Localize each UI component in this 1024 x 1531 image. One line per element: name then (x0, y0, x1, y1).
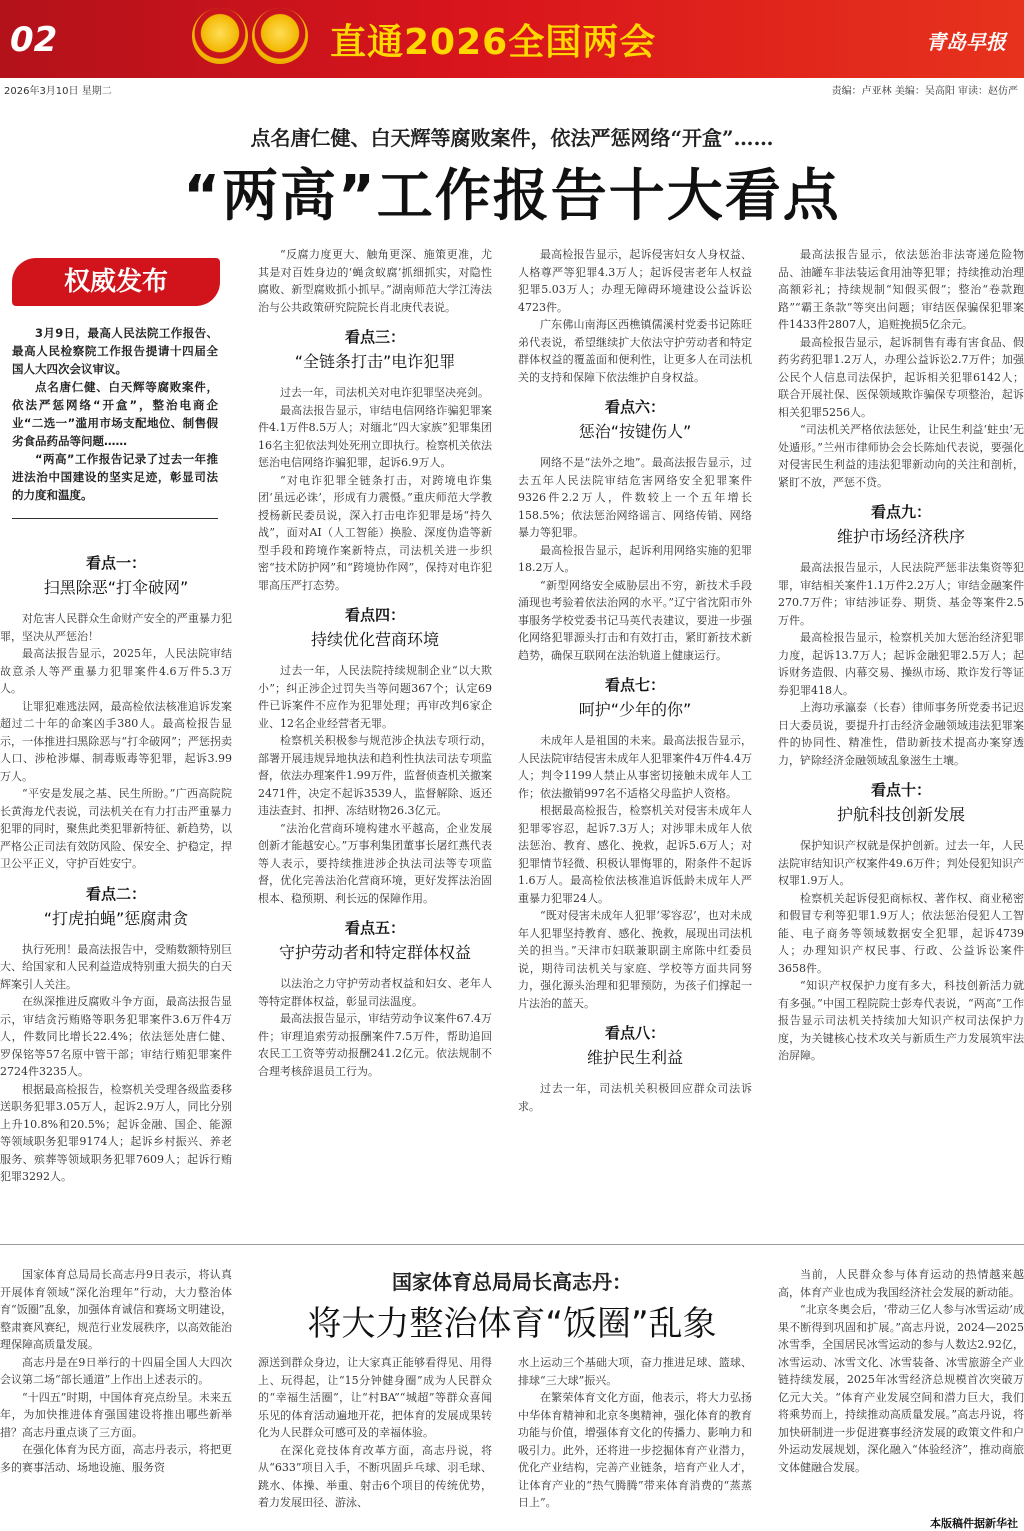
article-column-2 (258, 246, 492, 1080)
body-paragraph: 最高检报告显示，检察机关加大惩治经济犯罪力度，起诉13.7万人；起诉金融犯罪2.5万人；起诉财务造假、内幕交易、操纵市场、欺诈发行等证券犯罪418人。 (778, 631, 1024, 697)
article-subtitle: 点名唐仁健、白天辉等腐败案件，依法严惩网络“开盒”…… (250, 126, 774, 150)
article-column-4 (778, 246, 1024, 1065)
body-paragraph: 最高检报告显示，起诉侵害妇女人身权益、人格尊严等犯罪4.3万人；起诉侵害老年人权益犯罪5.03万人；办理无障碍环境建设公益诉讼4723件。 (518, 248, 752, 314)
body-paragraph: 让罪犯难逃法网，最高检依法核准追诉发案超过二十年的命案凶手380人。最高检报告显示，一体推进扫黑除恶与“打伞破网”；严惩拐卖人口、涉枪涉爆、制毒贩毒等犯罪，起诉3.99万人。 (0, 699, 232, 783)
national-emblem-icon (192, 8, 248, 64)
issue-date: 2026年3月10日 星期二 (4, 86, 112, 97)
body-paragraph: “既对侵害未成年人犯罪‘零容忍’，也对未成年人犯罪坚持教育、感化、挽救，展现出司法机关的担当。”天津市妇联兼职副主席陈中红委员说，期待司法机关与家庭、学校等方面共同努力，强化源头治理和犯罪预防，为孩子们撑起一片法治的蓝天。 (518, 909, 752, 1010)
body-paragraph: 当前，人民群众参与体育运动的热情越来越高，体育产业也成为我国经济社会发展的新动能。 (778, 1268, 1024, 1299)
second-article-title: 将大力整治体育“饭圈”乱象 (307, 1304, 717, 1344)
article-column-3 (518, 246, 752, 1115)
body-paragraph: “司法机关严格依法惩处，让民生利益‘蛀虫’无处遁形。”兰州市律师协会会长陈灿代表说，要强化对侵害民生利益的违法犯罪新动向的关注和剖析，紧盯不放，严惩不贷。 (778, 423, 1024, 489)
point-heading (258, 917, 492, 963)
divider (12, 518, 218, 519)
newspaper-logo: 青岛早报 (926, 30, 1006, 54)
body-paragraph: 上海功承瀛泰（长春）律师事务所党委书记迟日大委员说，要提升打击经济金融领域违法犯罪案件的协同性、精准性，借助新技术提高办案穿透力，铲除经济金融领域乱象滋生土壤。 (778, 701, 1024, 767)
body-paragraph: “十四五”时期，中国体育亮点纷呈。未来五年，为加快推进体育强国建设将推出哪些新举措？高志丹重点谈了三方面。 (0, 1390, 232, 1439)
intro-paragraph: “两高”工作报告记录了过去一年推进法治中国建设的坚实足迹，彰显司法的力度和温度。 (12, 452, 218, 502)
body-paragraph: 最高法报告显示，审结劳动争议案件67.4万件；审理追索劳动报酬案件7.5万件，帮助追回农民工工资等劳动报酬241.2亿元。依法规制不合理考核辞退员工行为。 (258, 1012, 492, 1078)
point-title: 扫黑除恶“打伞破网” (43, 578, 189, 597)
page-number: 02 (10, 20, 58, 60)
point-title: 维护民生利益 (586, 1048, 683, 1067)
body-paragraph: 过去一年，司法机关对电诈犯罪坚决亮剑。 (280, 386, 489, 399)
article-title: “两高”工作报告十大看点 (183, 164, 841, 229)
point-title: 护航科技创新发展 (836, 805, 965, 824)
point-number: 看点八： (604, 1024, 665, 1042)
source-credit: 本版稿件据新华社 (930, 1517, 1018, 1530)
section-tag: 权威发布 (12, 258, 220, 306)
body-paragraph: 最高法报告显示，审结电信网络诈骗犯罪案件4.1万件8.5万人；对缅北“四大家族”犯罪集团16名主犯依法判处死刑立即执行。检察机关依法惩治电信网络诈骗犯罪，起诉6.9万人。 (258, 403, 492, 469)
second-article-subtitle: 国家体育总局局长高志丹： (392, 1270, 632, 1294)
point-number: 看点三： (344, 328, 405, 346)
second-article-column-4 (778, 1266, 1024, 1476)
banner-title: 直通2026全国两会 (330, 22, 657, 63)
body-paragraph: 在深化竞技体育改革方面，高志丹说，将从“633”项目入手，不断巩固乒乓球、羽毛球、跳水、体操、举重、射击6个项目的传统优势，着力发展田径、游泳、 (258, 1443, 492, 1509)
point-title: 呵护“少年的你” (578, 700, 692, 719)
cppcc-emblem-icon (252, 8, 308, 64)
point-title: 持续优化营商环境 (310, 630, 439, 649)
second-article-column-2 (258, 1354, 492, 1512)
point-heading (778, 501, 1024, 547)
body-paragraph: 水上运动三个基础大项，奋力推进足球、篮球、排球“三大球”振兴。 (518, 1356, 752, 1387)
point-heading (258, 326, 492, 372)
body-paragraph: 过去一年，人民法院持续规制企业“以大欺小”；纠正涉企过罚失当等问题367个；认定69件已诉案件不应作为犯罪处理；再审改判6家企业、12名企业经营者无罪。 (258, 664, 492, 730)
body-paragraph: 最高法报告显示，依法惩治非法寄递危险物品、油罐车非法装运食用油等犯罪；持续推动治理高额彩礼；持续规制“知假买假”；整治“卷款跑路”“霸王条款”等突出问题；审结医保骗保犯罪案件1433件2807人，追赃挽损5亿余元。 (778, 248, 1024, 331)
body-paragraph: 检察机关积极参与规范涉企执法专项行动，部署开展违规异地执法和趋利性执法司法专项监督，依法办理案件1.99万件，监督侦查机关撤案2471件，决定不起诉3539人，监督解除、返还违法查封、扣押、冻结财物26.3亿元。 (258, 734, 492, 817)
point-heading (258, 604, 492, 650)
point-heading (0, 883, 232, 929)
body-paragraph: 在纵深推进反腐败斗争方面，最高法报告显示，审结贪污贿赂等职务犯罪案件3.6万件4万人，件数同比增长22.4%；依法惩处唐仁健、罗保铭等57名原中管干部；审结行贿犯罪案件2724件3235人。 (0, 995, 232, 1078)
point-heading (518, 1022, 752, 1068)
article-separator (0, 1244, 1024, 1245)
body-paragraph: “知识产权保护力度有多大，科技创新活力就有多强。”中国工程院院士彭寿代表说，“两高”工作报告显示司法机关持续加大知识产权司法保护力度，为关键核心技术攻关与新质生产力发展筑牢法治屏障。 (778, 979, 1024, 1062)
body-paragraph: 高志丹是在9日举行的十四届全国人大四次会议第二场“部长通道”上作出上述表示的。 (0, 1355, 232, 1386)
body-paragraph: 未成年人是祖国的未来。最高法报告显示，人民法院审结侵害未成年人犯罪案件4万件4.4万人；判令1199人禁止从事密切接触未成年人工作；依法撤销997名不适格父母监护人资格。 (518, 734, 752, 800)
body-paragraph: “平安是发展之基、民生所盼。”广西高院院长黄海龙代表说，司法机关在有力打击严重暴力犯罪的同时，聚焦此类犯罪新特征、新趋势，以严格公正司法有效防风险、保安全、护稳定，捍卫公平正义，守护百姓安宁。 (0, 787, 232, 870)
body-paragraph: 执行死刑！最高法报告中，受贿数额特别巨大、给国家和人民利益造成特别重大损失的白天辉案引人关注。 (0, 942, 232, 991)
body-paragraph: 根据最高检报告，检察机关受理各级监委移送职务犯罪3.05万人，起诉2.9万人，同比分别上升10.8%和20.5%；起诉金融、国企、能源等领域职务犯罪9174人；起诉乡村振兴、养老服务、殡葬等领域职务犯罪7609人；起诉行贿犯罪3292人。 (0, 1082, 232, 1183)
body-paragraph: 对危害人民群众生命财产安全的严重暴力犯罪，坚决从严惩治！ (0, 612, 232, 643)
point-number: 看点六： (604, 398, 665, 416)
body-paragraph: “对电诈犯罪全链条打击，对跨境电诈集团‘虽远必诛’，形成有力震慑。”重庆师范大学教授杨新民委员说，深入打击电诈犯罪是场“持久战”，面对AI（人工智能）换脸、深度伪造等新型手段和跨境作案新特点，司法机关进一步织密“技术防护网”和“跨境协作网”，保持对电诈犯罪高压严打态势。 (258, 473, 492, 592)
body-paragraph: 国家体育总局局长高志丹9日表示，将认真开展体育领域“深化治理年”行动，大力整治体育“饭圈”乱象，加强体育诚信和赛场文明建设，整肃赛风赛纪，规范行业发展秩序，以高效能治理保障高质量发展。 (0, 1268, 232, 1351)
body-paragraph: 在繁荣体育文化方面，他表示，将大力弘扬中华体育精神和北京冬奥精神，强化体育的教育功能与价值，增强体育文化的传播力、影响力和吸引力。此外，还将进一步挖掘体育产业潜力，优化产业结构，完善产业链条，培育产业人才，让体育产业的“热气腾腾”带来体育消费的“蒸蒸日上”。 (518, 1391, 752, 1509)
editor-credits: 责编：卢亚林 美编：吴高阳 审读：赵仿严 (831, 86, 1018, 97)
point-heading (518, 674, 752, 720)
point-number: 看点一： (85, 554, 146, 572)
point-heading (518, 396, 752, 442)
article-intro (12, 324, 218, 504)
body-paragraph: 最高检报告显示，起诉制售有毒有害食品、假药劣药犯罪1.2万人，办理公益诉讼2.7万件；加强公民个人信息司法保护，起诉相关犯罪6142人；联合开展社保、医保领域欺诈骗保专项整治，起诉相关犯罪5256人。 (778, 335, 1024, 419)
body-paragraph: 源送到群众身边，让大家真正能够看得见、用得上、玩得起，让“15分钟健身圈”成为人民群众的“幸福生活圈”，让“村BA”“城超”等群众喜闻乐见的体育活动遍地开花，把体育的发展成果转化为人民群众可感可及的幸福体验。 (258, 1356, 492, 1439)
body-paragraph: 过去一年，司法机关积极回应群众司法诉求。 (518, 1082, 752, 1113)
second-article-column-3 (518, 1354, 752, 1512)
body-paragraph: “法治化营商环境构建水平越高，企业发展创新才能越安心。”万事利集团董事长屠红燕代表等人表示，要持续推进涉企执法司法等专项监督，优化完善法治化营商环境，更好发挥法治固根本、稳预期、利长远的保障作用。 (258, 821, 492, 905)
body-paragraph: 最高法报告显示，2025年，人民法院审结故意杀人等严重暴力犯罪案件4.6万件5.3万人。 (0, 647, 232, 695)
point-number: 看点二： (85, 884, 146, 903)
point-number: 看点十： (870, 781, 931, 799)
point-number: 看点五： (344, 919, 405, 937)
body-paragraph: 根据最高检报告，检察机关对侵害未成年人犯罪零容忍，起诉7.3万人；对涉罪未成年人依法惩治、教育、感化、挽救，起诉5.6万人；对犯罪情节轻微、积极认罪悔罪的，附条件不起诉1.6万人。最高检依法核准追诉低龄未成年人严重暴力犯罪24人。 (518, 804, 752, 905)
point-number: 看点四： (344, 606, 405, 624)
point-heading (778, 779, 1024, 825)
body-paragraph: 广东佛山南海区西樵镇儒溪村党委书记陈旺弟代表说，希望继续扩大依法守护劳动者和特定群体权益的覆盖面和便利性，让更多人在司法机关的支持和保障下依法维护自身权益。 (518, 318, 752, 384)
body-paragraph: 在强化体育为民方面，高志丹表示，将把更多的赛事活动、场地设施、服务资 (0, 1443, 232, 1474)
second-article-column-1 (0, 1266, 232, 1476)
body-paragraph: 网络不是“法外之地”。最高法报告显示，过去五年人民法院审结危害网络安全犯罪案件9326件2.2万人，件数较上一个五年增长158.5%；依法惩治网络谣言、网络传销、网络暴力等犯罪。 (518, 456, 752, 539)
body-paragraph: “北京冬奥会后，‘带动三亿人参与冰雪运动’成果不断得到巩固和扩展。”高志丹说，2024—2025冰雪季，全国居民冰雪运动的参与人数达2.92亿，冰雪运动、冰雪文化、冰雪装备、冰雪旅游全产业链持续发展，2025年冰雪经济总规模首次突破万亿元大关。“体育产业发展空间和潜力巨大，我们将乘势而上，持续推动高质量发展。”高志丹说，将加快研制进一步促进赛事经济发展的政策文件和户外运动发展规划，深化融入“体验经济”，推动商旅文体健融合发展。 (778, 1303, 1024, 1474)
body-paragraph: 保护知识产权就是保护创新。过去一年，人民法院审结知识产权案件49.6万件；判处侵犯知识产权罪1.9万人。 (778, 839, 1024, 887)
point-title: 维护市场经济秩序 (836, 527, 965, 546)
point-title: “全链条打击”电诈犯罪 (294, 352, 456, 371)
point-title: 惩治“按键伤人” (578, 422, 692, 441)
point-title: 守护劳动者和特定群体权益 (278, 943, 471, 962)
page-banner (0, 0, 1024, 78)
body-paragraph: 检察机关起诉侵犯商标权、著作权、商业秘密和假冒专利等犯罪1.9万人；依法惩治侵犯人工智能、电子商务等领域数据安全犯罪，起诉4739人；办理知识产权民事、行政、公益诉讼案件3658件。 (778, 891, 1024, 975)
body-paragraph: 以法治之力守护劳动者权益和妇女、老年人等特定群体权益，彰显司法温度。 (258, 977, 492, 1008)
body-paragraph: 最高检报告显示，起诉利用网络实施的犯罪18.2万人。 (518, 543, 752, 574)
body-paragraph: “反腐力度更大、触角更深、施策更准，尤其是对百姓身边的‘蝇贪蚁腐’抓细抓实，对隐性腐败、新型腐败抓小抓早。”湖南师范大学江涛法治与公共政策研究院院长肖北庚代表说。 (258, 248, 492, 314)
body-paragraph: “新型网络安全威胁层出不穷，新技术手段涌现也考验着依法治网的水平。”辽宁省沈阳市外事服务学校党委书记马英代表建议，要进一步强化网络犯罪源头打击和有效打击，紧盯新技术新趋势，确保互联网在法治轨道上健康运行。 (518, 578, 752, 662)
point-heading (0, 552, 232, 598)
dateline (0, 82, 1024, 98)
point-number: 看点九： (870, 503, 931, 521)
point-title: “打虎拍蝇”惩腐肃贪 (43, 908, 189, 928)
intro-paragraph: 3月9日，最高人民法院工作报告、最高人民检察院工作报告提请十四届全国人大四次会议审议。 (12, 326, 218, 376)
intro-paragraph: 点名唐仁健、白天辉等腐败案件，依法严惩网络“开盒”，整治电商企业“二选一”滥用市场支配地位、制售假劣食品药品等问题…… (12, 380, 218, 448)
article-column-1 (0, 542, 232, 1186)
point-number: 看点七： (604, 676, 665, 694)
body-paragraph: 最高法报告显示，人民法院严惩非法集资等犯罪，审结相关案件1.1万件2.2万人；审结金融案件270.7万件；审结涉证券、期货、基金等案件2.5万件。 (778, 561, 1024, 627)
